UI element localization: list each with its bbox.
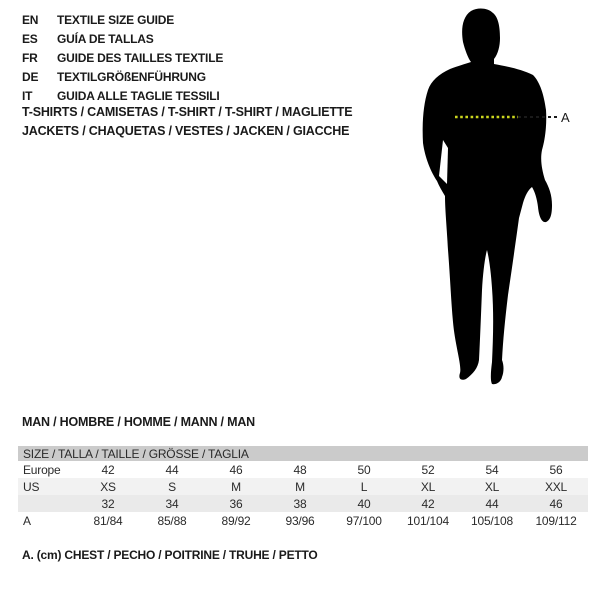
- size-table-header-row: [18, 446, 588, 461]
- row-label: Europe: [18, 461, 76, 478]
- man-silhouette-figure: [395, 0, 600, 400]
- language-label: TEXTILGRÖßENFÜHRUNG: [57, 70, 206, 84]
- size-table: [18, 446, 588, 529]
- size-cell: 89/92: [204, 512, 268, 529]
- language-label: GUIDE DES TAILLES TEXTILE: [57, 51, 224, 65]
- size-cell: 40: [332, 495, 396, 512]
- size-cell: S: [140, 478, 204, 495]
- size-cell: 52: [396, 461, 460, 478]
- size-cell: XS: [76, 478, 140, 495]
- size-cell: 44: [460, 495, 524, 512]
- category-line-tshirts: T-SHIRTS / CAMISETAS / T-SHIRT / T-SHIRT / MAGLIETTE: [22, 105, 353, 119]
- size-cell: XL: [460, 478, 524, 495]
- language-code: IT: [22, 89, 33, 103]
- size-row-unlabeled: [18, 495, 588, 512]
- category-line-jackets: JACKETS / CHAQUETAS / VESTES / JACKEN / GIACCHE: [22, 123, 350, 138]
- size-cell: 48: [268, 461, 332, 478]
- size-cell: 44: [140, 461, 204, 478]
- row-label: US: [18, 478, 76, 495]
- size-cell: 81/84: [76, 512, 140, 529]
- language-code: DE: [22, 70, 39, 84]
- size-cell: 38: [268, 495, 332, 512]
- size-cell: XXL: [524, 478, 588, 495]
- size-cell: 34: [140, 495, 204, 512]
- size-cell: XL: [396, 478, 460, 495]
- row-label: [18, 495, 76, 512]
- size-cell: 54: [460, 461, 524, 478]
- language-list: [22, 11, 223, 106]
- size-cell: 56: [524, 461, 588, 478]
- language-code: ES: [22, 32, 38, 46]
- language-label: TEXTILE SIZE GUIDE: [57, 13, 175, 27]
- size-row-chest-a: [18, 512, 588, 529]
- language-row-en: [22, 11, 223, 30]
- size-cell: 93/96: [268, 512, 332, 529]
- size-cell: 32: [76, 495, 140, 512]
- language-code: EN: [22, 13, 39, 27]
- size-cell: 46: [204, 461, 268, 478]
- size-cell: 109/112: [524, 512, 588, 529]
- size-cell: M: [268, 478, 332, 495]
- man-silhouette: [423, 9, 552, 385]
- size-row-us: [18, 478, 588, 495]
- size-cell: 97/100: [332, 512, 396, 529]
- language-label: GUIDA ALLE TAGLIE TESSILI: [57, 89, 220, 103]
- section-title-man: MAN / HOMBRE / HOMME / MANN / MAN: [22, 415, 255, 429]
- size-cell: 101/104: [396, 512, 460, 529]
- language-row-de: [22, 68, 223, 87]
- size-cell: L: [332, 478, 396, 495]
- size-table-header: SIZE / TALLA / TAILLE / GRÖSSE / TAGLIA: [18, 446, 588, 461]
- language-row-fr: [22, 49, 223, 68]
- size-cell: 36: [204, 495, 268, 512]
- size-cell: 42: [396, 495, 460, 512]
- size-cell: 46: [524, 495, 588, 512]
- language-row-es: [22, 30, 223, 49]
- size-cell: M: [204, 478, 268, 495]
- language-label: GUÍA DE TALLAS: [57, 32, 154, 46]
- size-cell: 85/88: [140, 512, 204, 529]
- language-code: FR: [22, 51, 38, 65]
- size-row-europe: [18, 461, 588, 478]
- measure-label-a: A: [561, 110, 570, 125]
- size-cell: 50: [332, 461, 396, 478]
- category-lines: [22, 103, 352, 140]
- row-label: A: [18, 512, 76, 529]
- size-cell: 105/108: [460, 512, 524, 529]
- measurement-footnote: A. (cm) CHEST / PECHO / POITRINE / TRUHE / PETTO: [22, 548, 318, 562]
- size-cell: 42: [76, 461, 140, 478]
